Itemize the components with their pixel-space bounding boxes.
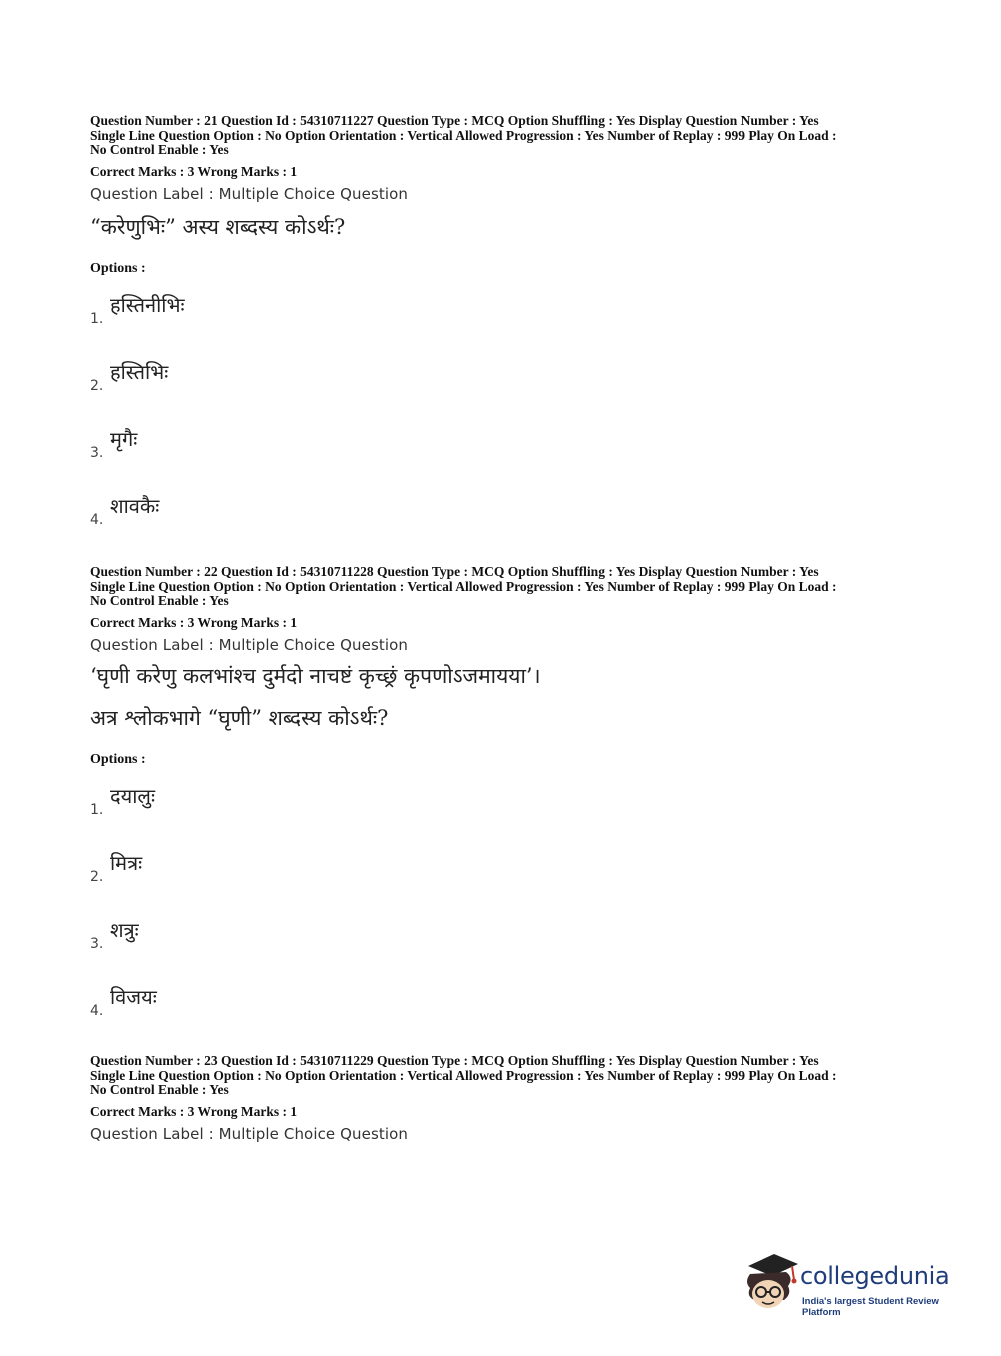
question-marks: Correct Marks : 3 Wrong Marks : 1 bbox=[90, 614, 298, 630]
option-number: 1. bbox=[90, 310, 104, 327]
option-text: शत्रुः bbox=[110, 917, 139, 942]
question-meta: Question Number : 23 Question Id : 54310711229 Question Type : MCQ Option Shuffling : Yes Display Question Number : Yes Single Line Question Option : No Option Orientation : Vertical Allowed Progression : Yes Number of Replay : 999 Play On Load : No Control Enable : Yes bbox=[90, 1053, 837, 1097]
option-text: दयालुः bbox=[110, 783, 155, 808]
question-meta: Question Number : 21 Question Id : 54310711227 Question Type : MCQ Option Shuffling : Yes Display Question Number : Yes Single Line Question Option : No Option Orientation : Vertical Allowed Progression : Yes Number of Replay : 999 Play On Load : No Control Enable : Yes bbox=[90, 113, 837, 157]
question-label: Question Label : Multiple Choice Question bbox=[90, 1124, 409, 1143]
question-label: Question Label : Multiple Choice Question bbox=[90, 184, 409, 203]
collegedunia-logo bbox=[740, 1248, 970, 1318]
option-item[interactable] bbox=[90, 782, 920, 849]
option-item[interactable] bbox=[90, 425, 920, 492]
question-text-2: अत्र श्लोकभागे “घृणी” शब्दस्य कोऽर्थः? bbox=[90, 705, 389, 730]
question-marks: Correct Marks : 3 Wrong Marks : 1 bbox=[90, 1103, 298, 1119]
option-item[interactable] bbox=[90, 291, 920, 358]
question-text: “करेणुभिः” अस्य शब्दस्य कोऽर्थः? bbox=[90, 214, 346, 239]
question-text: ‘घृणी करेणु कलभांश्च दुर्मदो नाचष्टं कृच्छ्रं कृपणोऽजमायया’। bbox=[90, 663, 541, 688]
question-22 bbox=[90, 565, 920, 1050]
brand-tagline: India's largest Student Review Platform bbox=[802, 1296, 939, 1318]
option-number: 2. bbox=[90, 377, 104, 394]
option-number: 4. bbox=[90, 1002, 104, 1019]
option-text: मृगैः bbox=[110, 426, 138, 451]
options-list bbox=[90, 782, 920, 1050]
option-text: हस्तिनीभिः bbox=[110, 292, 185, 317]
option-text: हस्तिभिः bbox=[110, 359, 169, 384]
mascot-icon bbox=[740, 1248, 800, 1318]
option-item[interactable] bbox=[90, 916, 920, 983]
option-number: 2. bbox=[90, 868, 104, 885]
option-number: 3. bbox=[90, 935, 104, 952]
option-item[interactable] bbox=[90, 983, 920, 1050]
option-number: 4. bbox=[90, 511, 104, 528]
option-text: शावकैः bbox=[110, 493, 160, 518]
question-label: Question Label : Multiple Choice Question bbox=[90, 635, 409, 654]
option-item[interactable] bbox=[90, 492, 920, 559]
option-text: मित्रः bbox=[110, 850, 143, 875]
options-list bbox=[90, 291, 920, 559]
options-heading: Options : bbox=[90, 260, 146, 276]
option-number: 3. bbox=[90, 444, 104, 461]
question-23 bbox=[90, 1054, 920, 1143]
options-heading: Options : bbox=[90, 751, 146, 767]
brand-name: collegedunia bbox=[800, 1262, 950, 1290]
option-item[interactable] bbox=[90, 849, 920, 916]
option-text: विजयः bbox=[110, 984, 157, 1009]
option-item[interactable] bbox=[90, 358, 920, 425]
question-21 bbox=[90, 114, 920, 559]
question-meta: Question Number : 22 Question Id : 54310711228 Question Type : MCQ Option Shuffling : Yes Display Question Number : Yes Single Line Question Option : No Option Orientation : Vertical Allowed Progression : Yes Number of Replay : 999 Play On Load : No Control Enable : Yes bbox=[90, 564, 837, 608]
question-marks: Correct Marks : 3 Wrong Marks : 1 bbox=[90, 163, 298, 179]
option-number: 1. bbox=[90, 801, 104, 818]
